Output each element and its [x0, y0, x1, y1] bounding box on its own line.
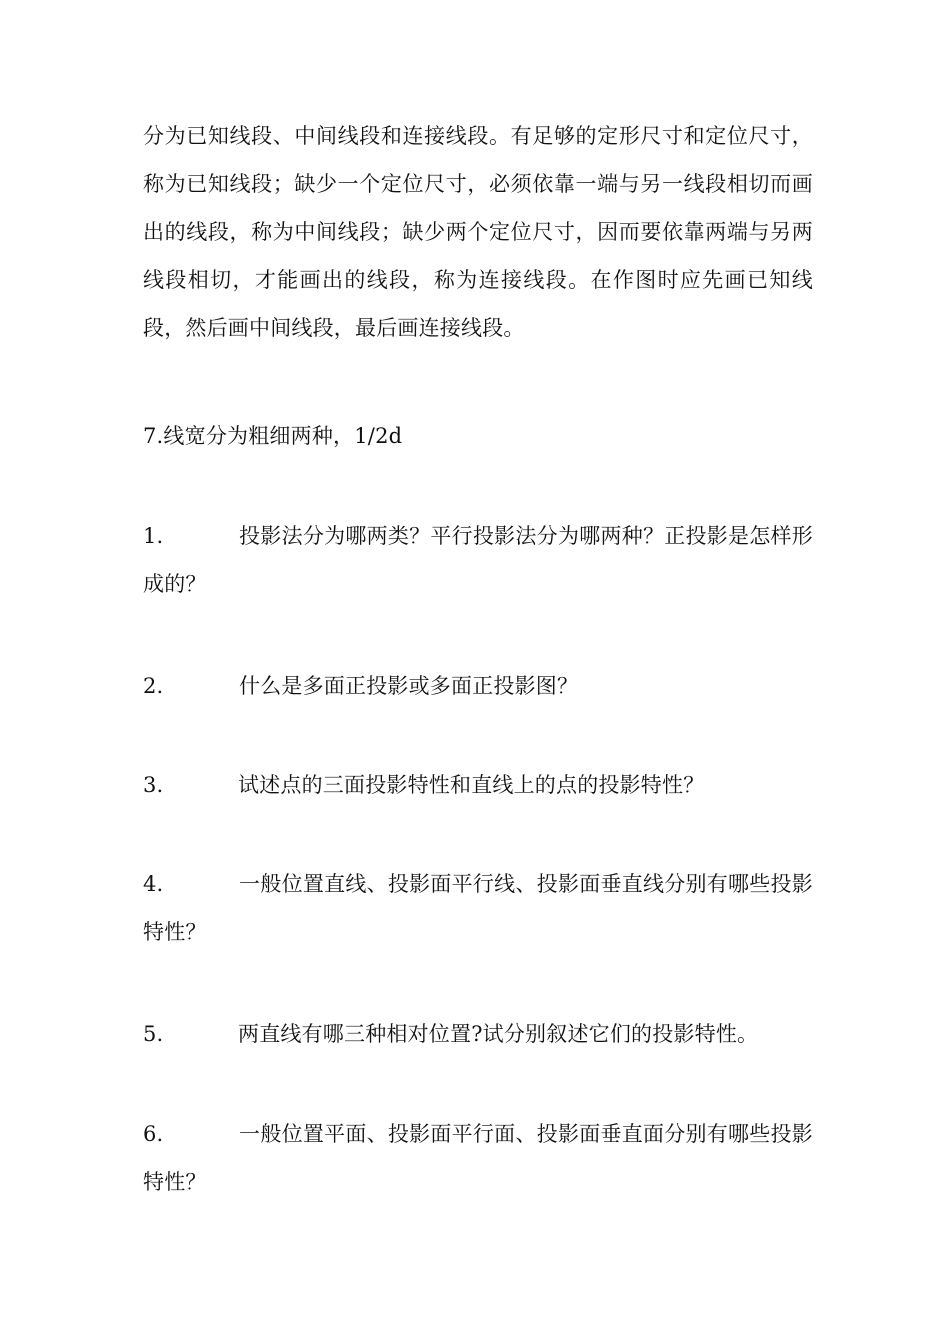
- question-number: 6.: [143, 1122, 164, 1146]
- question-item: [143, 512, 813, 608]
- question-number: 4.: [143, 872, 164, 896]
- question-item: [143, 1010, 813, 1058]
- question-text: 一般位置直线、投影面平行线、投影面垂直线分别有哪些投影特性？: [143, 872, 813, 944]
- question-text: 一般位置平面、投影面平行面、投影面垂直面分别有哪些投影特性？: [143, 1122, 813, 1194]
- line-width-paragraph: 7.线宽分为粗细两种，1/2d: [143, 424, 403, 448]
- question-text: 试述点的三面投影特性和直线上的点的投影特性？: [238, 773, 705, 797]
- question-number: 1.: [143, 524, 164, 548]
- question-item: [143, 761, 813, 809]
- question-text: 投影法分为哪两类？平行投影法分为哪两种？正投影是怎样形成的？: [143, 524, 813, 596]
- question-number: 2.: [143, 674, 164, 698]
- question-item: [143, 1110, 813, 1206]
- question-number: 3.: [143, 773, 164, 797]
- question-item: [143, 662, 813, 710]
- intro-paragraph: 分为已知线段、中间线段和连接线段。有足够的定形尺寸和定位尺寸，称为已知线段；缺少一个定位尺寸，必须依靠一端与另一线段相切而画出的线段，称为中间线段；缺少两个定位尺寸，因而要依靠两端与另两线段相切，才能画出的线段，称为连接线段。在作图时应先画已知线段，然后画中间线段，最后画连接线段。: [143, 124, 813, 340]
- question-number: 5.: [143, 1022, 164, 1046]
- question-text: 什么是多面正投影或多面正投影图？: [239, 674, 579, 698]
- question-text: 两直线有哪三种相对位置?试分别叙述它们的投影特性。: [238, 1022, 759, 1046]
- question-item: [143, 860, 813, 956]
